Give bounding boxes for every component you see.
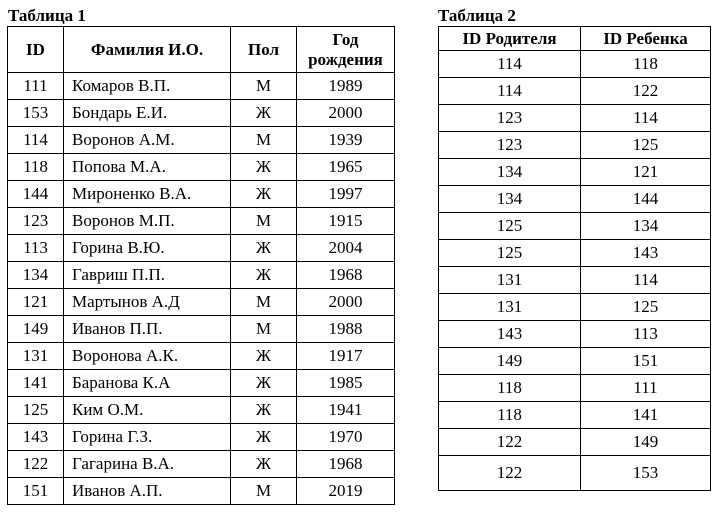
cell-id: 141 <box>8 370 64 397</box>
table1-caption: Таблица 1 <box>8 6 86 25</box>
cell-sex: М <box>231 478 297 505</box>
cell-parent-id: 125 <box>439 240 581 267</box>
table-row <box>439 294 711 321</box>
cell-birth-year: 1988 <box>297 316 395 343</box>
header-child-id: ID Ребенка <box>581 27 711 51</box>
table-row <box>439 375 711 402</box>
cell-child-id: 125 <box>581 132 711 159</box>
table-row <box>8 73 395 100</box>
table-row <box>439 159 711 186</box>
cell-child-id: 113 <box>581 321 711 348</box>
cell-sex: Ж <box>231 100 297 127</box>
cell-name: Воронов М.П. <box>64 208 231 235</box>
cell-name: Попова М.А. <box>64 154 231 181</box>
table-row <box>439 321 711 348</box>
cell-birth-year: 2019 <box>297 478 395 505</box>
header-row <box>439 27 711 51</box>
table-row <box>8 181 395 208</box>
cell-birth-year: 1989 <box>297 73 395 100</box>
cell-sex: М <box>231 316 297 343</box>
cell-id: 123 <box>8 208 64 235</box>
cell-child-id: 122 <box>581 78 711 105</box>
cell-name: Иванов А.П. <box>64 478 231 505</box>
header-name: Фамилия И.О. <box>64 27 231 73</box>
table-row <box>439 78 711 105</box>
cell-child-id: 121 <box>581 159 711 186</box>
table-row <box>439 105 711 132</box>
table-row <box>439 240 711 267</box>
cell-birth-year: 1968 <box>297 262 395 289</box>
cell-name: Воронов А.М. <box>64 127 231 154</box>
table-row <box>439 213 711 240</box>
table-row <box>8 397 395 424</box>
cell-parent-id: 125 <box>439 213 581 240</box>
header-birth-year: Год рождения <box>297 27 395 73</box>
cell-child-id: 144 <box>581 186 711 213</box>
cell-child-id: 149 <box>581 429 711 456</box>
cell-child-id: 141 <box>581 402 711 429</box>
table-row <box>8 289 395 316</box>
cell-parent-id: 143 <box>439 321 581 348</box>
cell-sex: Ж <box>231 451 297 478</box>
table-row <box>8 451 395 478</box>
cell-id: 111 <box>8 73 64 100</box>
cell-name: Баранова К.А <box>64 370 231 397</box>
cell-sex: Ж <box>231 397 297 424</box>
cell-birth-year: 2000 <box>297 289 395 316</box>
cell-sex: Ж <box>231 370 297 397</box>
cell-parent-id: 123 <box>439 105 581 132</box>
cell-child-id: 153 <box>581 456 711 491</box>
cell-parent-id: 118 <box>439 375 581 402</box>
table-row <box>8 370 395 397</box>
table-row <box>8 316 395 343</box>
cell-birth-year: 1965 <box>297 154 395 181</box>
cell-birth-year: 1968 <box>297 451 395 478</box>
cell-id: 143 <box>8 424 64 451</box>
table-row <box>8 208 395 235</box>
cell-name: Мартынов А.Д <box>64 289 231 316</box>
table-row <box>439 348 711 375</box>
cell-sex: Ж <box>231 343 297 370</box>
cell-id: 121 <box>8 289 64 316</box>
table-row <box>8 154 395 181</box>
cell-name: Комаров В.П. <box>64 73 231 100</box>
cell-sex: Ж <box>231 262 297 289</box>
header-id: ID <box>8 27 64 73</box>
cell-parent-id: 149 <box>439 348 581 375</box>
cell-parent-id: 123 <box>439 132 581 159</box>
cell-id: 149 <box>8 316 64 343</box>
cell-birth-year: 1941 <box>297 397 395 424</box>
header-sex: Пол <box>231 27 297 73</box>
table-row <box>8 100 395 127</box>
cell-name: Горина Г.З. <box>64 424 231 451</box>
cell-name: Бондарь Е.И. <box>64 100 231 127</box>
table-row <box>8 424 395 451</box>
cell-id: 118 <box>8 154 64 181</box>
cell-child-id: 134 <box>581 213 711 240</box>
cell-parent-id: 122 <box>439 429 581 456</box>
cell-birth-year: 2004 <box>297 235 395 262</box>
cell-parent-id: 134 <box>439 186 581 213</box>
cell-name: Иванов П.П. <box>64 316 231 343</box>
cell-id: 153 <box>8 100 64 127</box>
table-row <box>439 456 711 491</box>
cell-child-id: 151 <box>581 348 711 375</box>
table-row <box>8 478 395 505</box>
header-parent-id: ID Родителя <box>439 27 581 51</box>
cell-child-id: 114 <box>581 105 711 132</box>
table-row <box>8 235 395 262</box>
cell-sex: М <box>231 289 297 316</box>
cell-child-id: 111 <box>581 375 711 402</box>
cell-id: 134 <box>8 262 64 289</box>
cell-name: Мироненко В.А. <box>64 181 231 208</box>
cell-birth-year: 1915 <box>297 208 395 235</box>
cell-parent-id: 118 <box>439 402 581 429</box>
persons-table <box>7 26 395 505</box>
cell-id: 122 <box>8 451 64 478</box>
table-row <box>439 51 711 78</box>
cell-parent-id: 134 <box>439 159 581 186</box>
cell-sex: М <box>231 73 297 100</box>
table-row <box>439 429 711 456</box>
table-row <box>439 267 711 294</box>
cell-name: Воронова А.К. <box>64 343 231 370</box>
cell-id: 144 <box>8 181 64 208</box>
cell-child-id: 118 <box>581 51 711 78</box>
cell-id: 125 <box>8 397 64 424</box>
table-row <box>439 186 711 213</box>
cell-child-id: 143 <box>581 240 711 267</box>
cell-birth-year: 2000 <box>297 100 395 127</box>
table-row <box>439 402 711 429</box>
cell-child-id: 125 <box>581 294 711 321</box>
cell-sex: М <box>231 208 297 235</box>
cell-parent-id: 122 <box>439 456 581 491</box>
parent-child-table <box>438 26 711 491</box>
cell-sex: М <box>231 127 297 154</box>
table-row <box>8 262 395 289</box>
cell-parent-id: 131 <box>439 294 581 321</box>
cell-parent-id: 131 <box>439 267 581 294</box>
table2-caption: Таблица 2 <box>438 6 516 25</box>
parent-child-table-body <box>439 51 711 491</box>
cell-sex: Ж <box>231 154 297 181</box>
table-row <box>8 127 395 154</box>
cell-sex: Ж <box>231 424 297 451</box>
cell-birth-year: 1917 <box>297 343 395 370</box>
cell-sex: Ж <box>231 235 297 262</box>
cell-parent-id: 114 <box>439 78 581 105</box>
cell-birth-year: 1985 <box>297 370 395 397</box>
cell-id: 151 <box>8 478 64 505</box>
cell-birth-year: 1997 <box>297 181 395 208</box>
cell-name: Ким О.М. <box>64 397 231 424</box>
table-row <box>8 343 395 370</box>
cell-birth-year: 1939 <box>297 127 395 154</box>
cell-id: 114 <box>8 127 64 154</box>
cell-name: Горина В.Ю. <box>64 235 231 262</box>
cell-id: 113 <box>8 235 64 262</box>
cell-child-id: 114 <box>581 267 711 294</box>
cell-birth-year: 1970 <box>297 424 395 451</box>
cell-parent-id: 114 <box>439 51 581 78</box>
persons-table-body <box>8 73 395 505</box>
table-row <box>439 132 711 159</box>
cell-name: Гавриш П.П. <box>64 262 231 289</box>
cell-sex: Ж <box>231 181 297 208</box>
cell-name: Гагарина В.А. <box>64 451 231 478</box>
cell-id: 131 <box>8 343 64 370</box>
header-row <box>8 27 395 73</box>
